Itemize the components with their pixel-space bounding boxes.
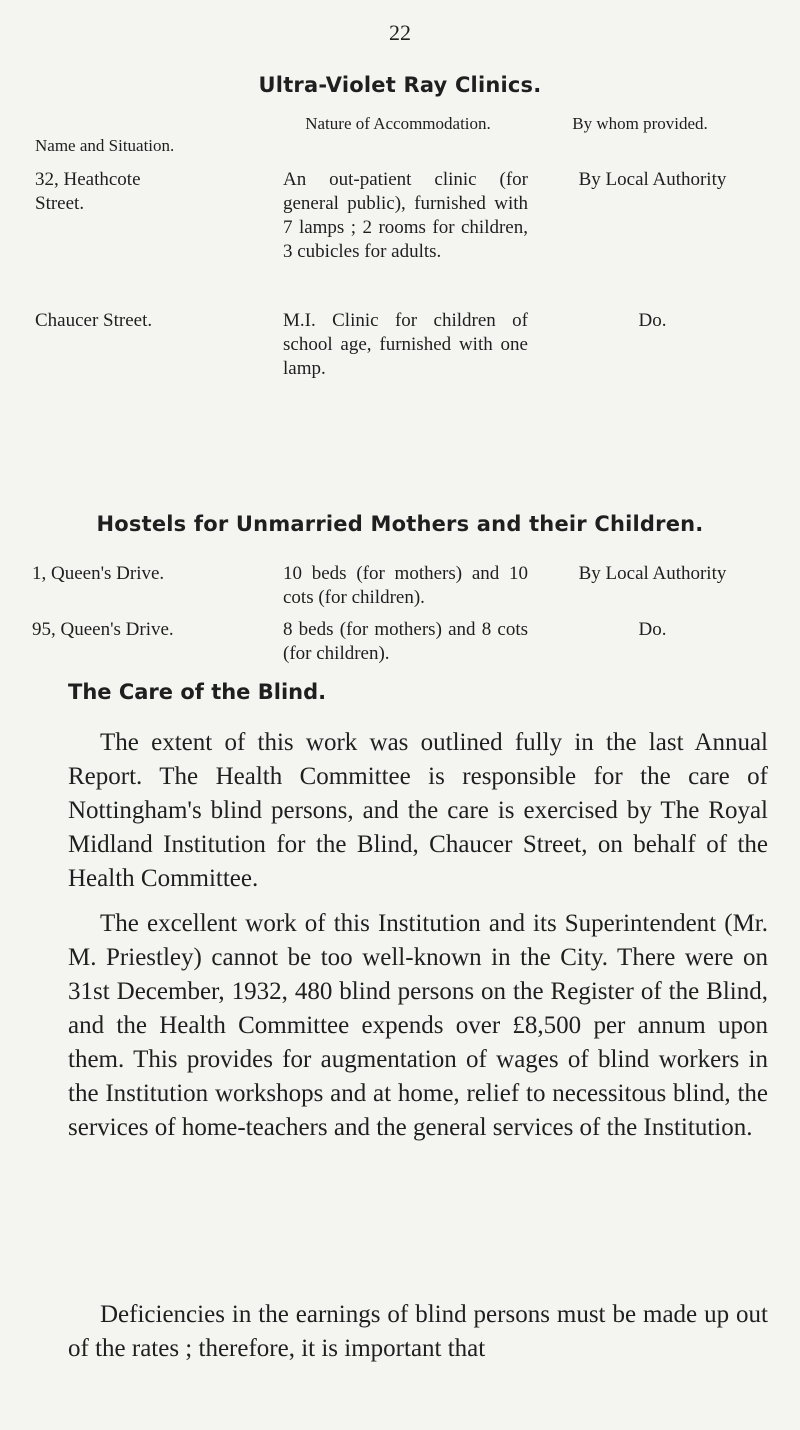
uv-row-1-nature: An out-patient clinic (for general public), furnished with 7 lamps ; 2 rooms for children, 3 cubicles for adults.: [283, 169, 528, 262]
uv-row-2-name: Chaucer Street.: [35, 310, 153, 331]
uv-row-2-nature: M.I. Clinic for children of school age, furnished with one lamp.: [283, 310, 528, 379]
hostel-row-1-name: 1, Queen's Drive.: [32, 563, 165, 584]
uv-clinics-heading: Ultra-Violet Ray Clinics.: [258, 73, 542, 97]
hostel-row-1-provider: By Local Authority: [578, 563, 727, 584]
uv-row-1-provider: By Local Authority: [578, 169, 727, 190]
blind-paragraph-1: The extent of this work was outlined fully in the last Annual Report. The Health Committee is responsible for the care of Nottingham's blind persons, and the care is exercised by The Royal Midland Institution for the Blind, Chaucer Street, on behalf of the Health Committee.: [68, 729, 768, 892]
hostel-row-1-nature: 10 beds (for mothers) and 10 cots (for children).: [283, 563, 528, 608]
hostels-heading: Hostels for Unmarried Mothers and their Children.: [96, 512, 704, 536]
uv-row-1-name: 32, Heathcote Street.: [35, 169, 141, 214]
hostel-row-2-name: 95, Queen's Drive.: [32, 619, 174, 640]
care-of-blind-heading: The Care of the Blind.: [68, 680, 327, 704]
uv-row-2-provider: Do.: [638, 310, 667, 331]
column-header-name: Name and Situation.: [35, 136, 175, 155]
page-number: 22: [389, 20, 411, 45]
hostel-row-2-nature: 8 beds (for mothers) and 8 cots (for children).: [283, 619, 528, 664]
blind-paragraph-2: The excellent work of this Institution and its Superintendent (Mr. M. Priestley) cannot be too well-known in the City. There were on 31st December, 1932, 480 blind persons on the Register of the Blind, and the Health Committee expends over £8,500 per annum upon them. This provides for augmentation of wages of blind workers in the Institution workshops and at home, relief to necessitous blind, the services of home-teachers and the general services of the Institution.: [68, 910, 768, 1141]
column-header-provider: By whom provided.: [572, 114, 708, 133]
hostel-row-2-provider: Do.: [638, 619, 667, 640]
column-header-nature: Nature of Accommodation.: [305, 114, 491, 133]
blind-paragraph-3: Deficiencies in the earnings of blind persons must be made up out of the rates ; therefore, it is important that: [68, 1301, 768, 1362]
